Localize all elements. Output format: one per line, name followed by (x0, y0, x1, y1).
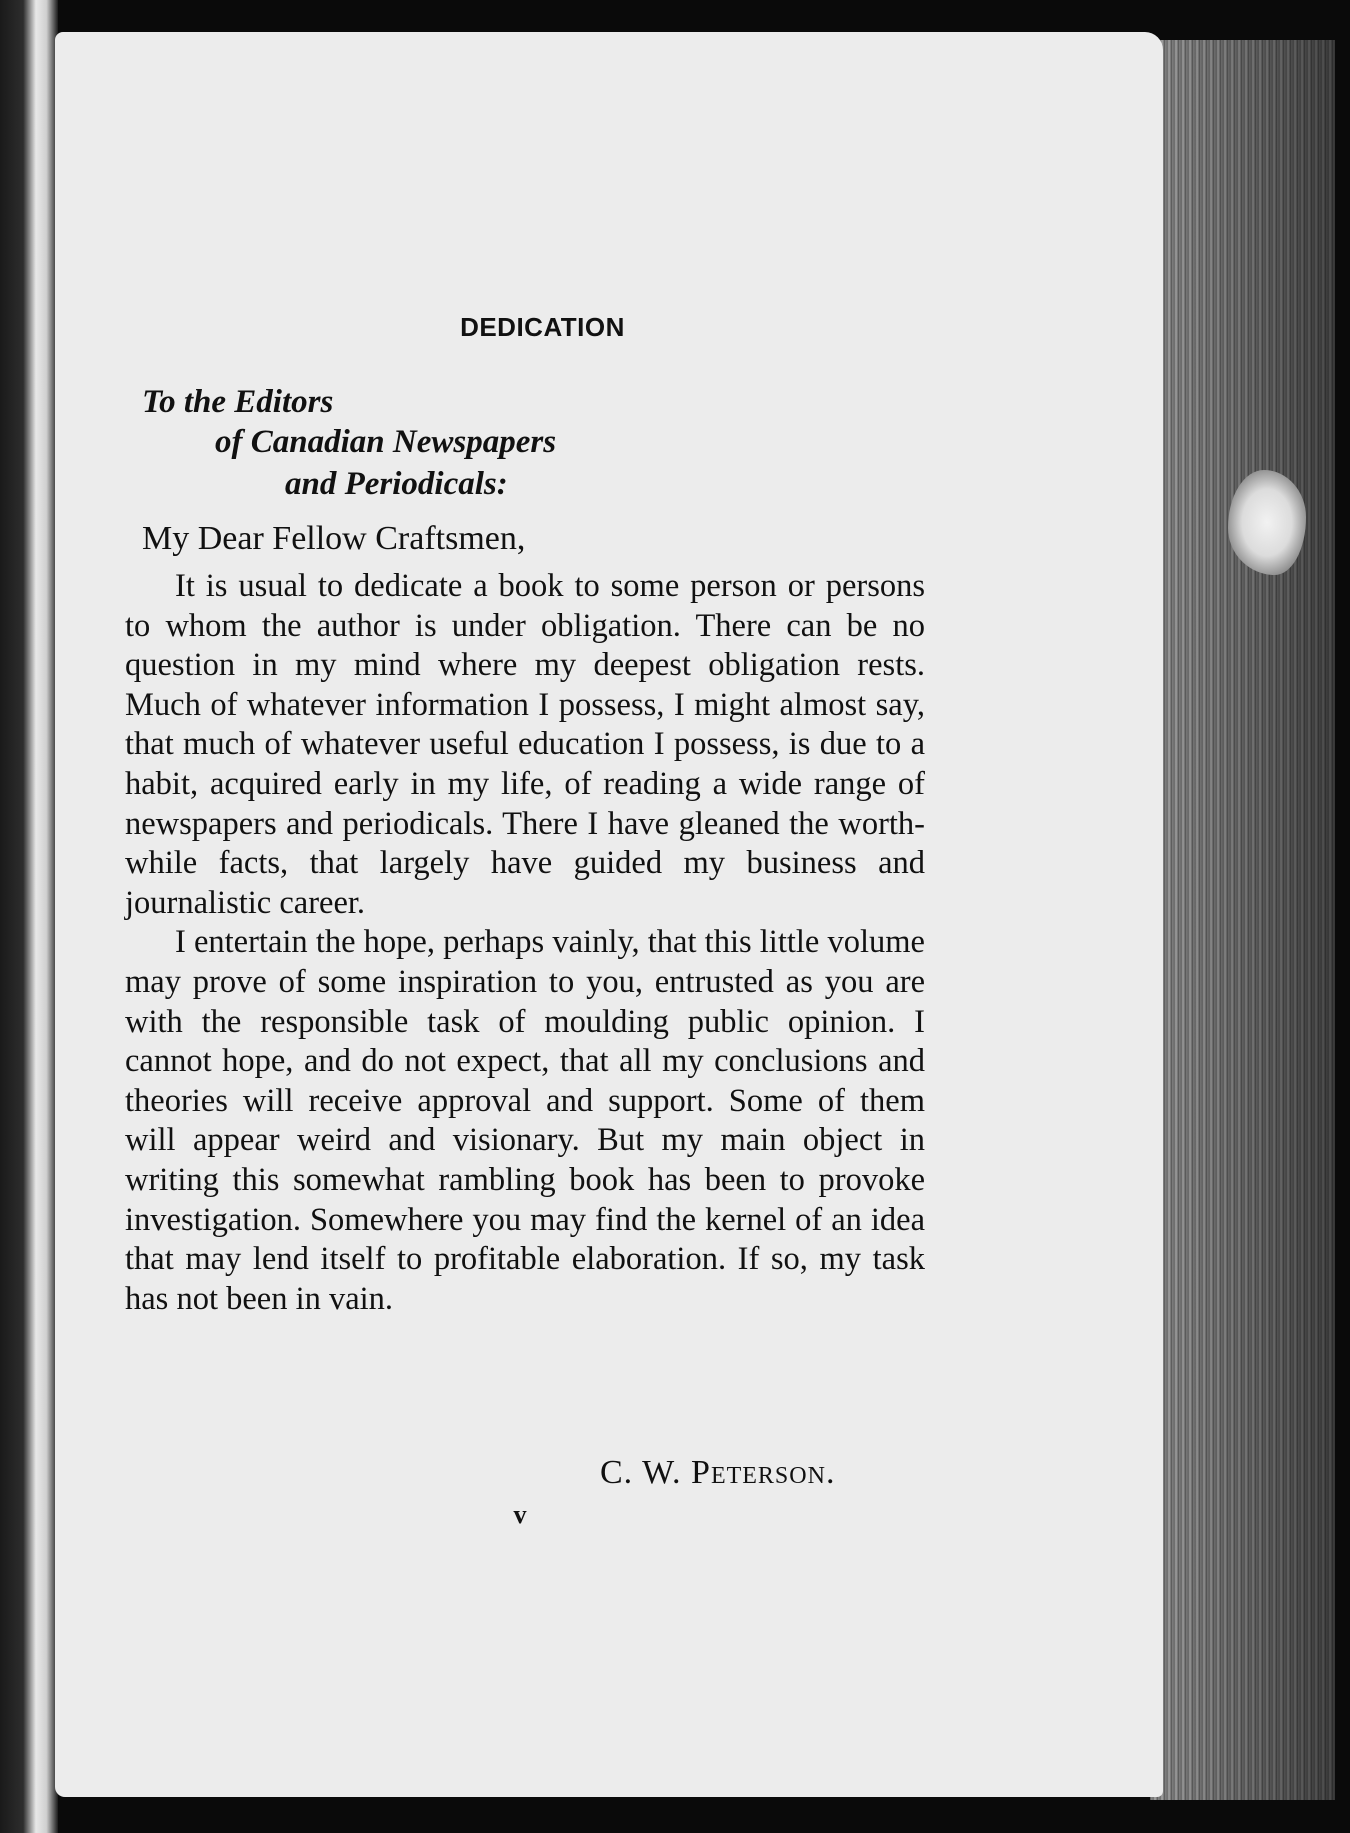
dedication-body (125, 567, 925, 1319)
paragraph: It is usual to dedicate a book to some person or persons to whom the author is under obligation. There can be no question in my mind where my deepest obligation rests. Much of whatever information I possess, I might almost say, that much of whatever useful education I possess, is due to a habit, acquired early in my life, of reading a wide range of newspapers and periodicals. There I have gleaned the worth-while facts, that largely have guided my business and journalistic career. (125, 568, 925, 921)
address-line-2: of Canadian Newspapers (215, 424, 557, 460)
signature: C. W. Peterson. (600, 1454, 836, 1491)
address-line-1: To the Editors (142, 384, 334, 420)
dedication-heading: DEDICATION (460, 312, 625, 342)
page-number: v (513, 1500, 527, 1529)
salutation: My Dear Fellow Craftsmen, (142, 520, 526, 557)
address-line-3: and Periodicals: (285, 466, 508, 502)
paragraph: I entertain the hope, perhaps vainly, that this little volume may prove of some inspiration to you, entrusted as you are with the responsible task of moulding public opinion. I cannot hope, and do not expect, that all my conclusions and theories will receive approval and support. Some of them will appear weird and visionary. But my main object in writing this somewhat rambling book has been to provoke investigation. Somewhere you may find the kernel of an idea that may lend itself to profitable elaboration. If so, my task has not been in vain. (125, 924, 925, 1317)
